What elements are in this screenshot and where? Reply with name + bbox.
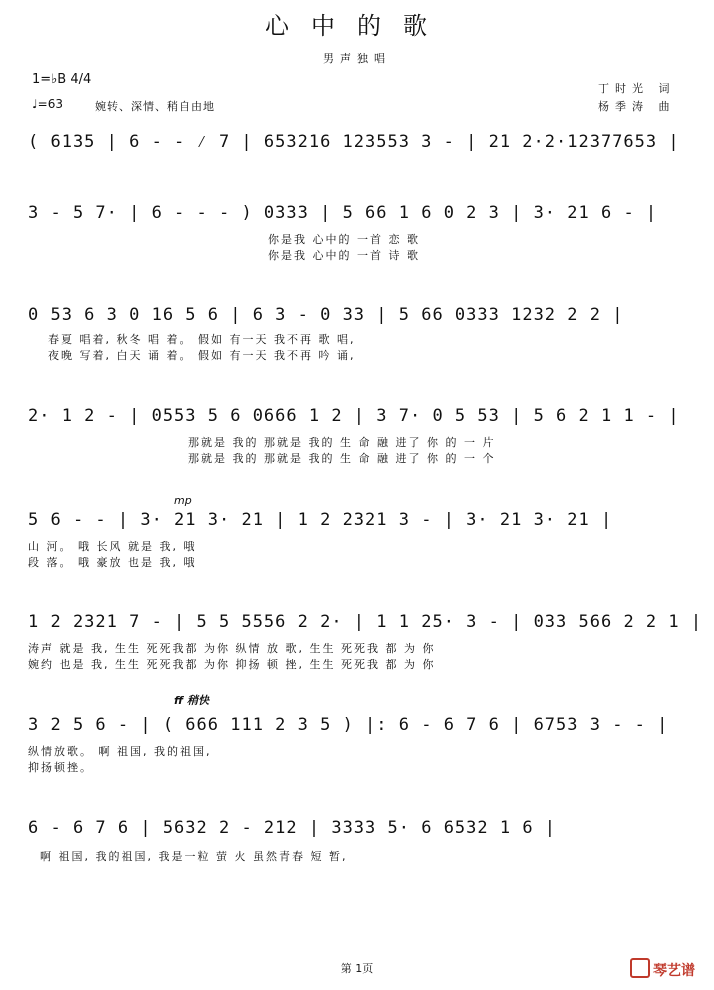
- tempo-marking: ♩=63: [32, 97, 63, 111]
- key-signature: 1=♭B 4/4: [32, 72, 92, 87]
- lyric-verse-1: 啊 祖国, 我的祖国, 我是一粒 萤 火 虽然青春 短 暂,: [40, 850, 348, 863]
- score-row-8: [28, 818, 692, 878]
- expression-marking: 婉转、深情、稍自由地: [95, 100, 215, 113]
- notation-line: 6 - 6 7 6 | 5632 2 - 212 | 3333 5· 6 6532 1 6 |: [28, 818, 557, 838]
- notation-line: 2· 1 2 - | 0553 5 6 0666 1 2 | 3 7· 0 5 53 | 5 6 2 1 1 - |: [28, 406, 680, 426]
- lyric-verse-2: 你是我 心中的 一首 诗 歌: [268, 249, 420, 262]
- lyric-verse-1: 春夏 唱着, 秋冬 唱 着。 假如 有一天 我不再 歌 唱,: [48, 333, 356, 346]
- score-row-7: [28, 715, 692, 775]
- lyric-verse-2: 婉约 也是 我, 生生 死死我都 为你 抑扬 顿 挫, 生生 死死我 都 为 你: [28, 658, 436, 671]
- notation-line: 0 53 6 3 0 16 5 6 | 6 3 - 0 33 | 5 66 0333 1232 2 2 |: [28, 305, 624, 325]
- logo-icon: [630, 958, 650, 978]
- composer-credit: 杨季涛 曲: [598, 100, 676, 113]
- score-row-2: [28, 203, 692, 263]
- page-number: 第 1页: [340, 962, 374, 975]
- notation-line: 3 2 5 6 - | ( 666 111 2 3 5 ) |: 6 - 6 7 6 | 6753 3 - - |: [28, 715, 669, 735]
- lyric-verse-1: 你是我 心中的 一首 恋 歌: [268, 233, 420, 246]
- dynamic-ff: ff 稍快: [174, 694, 209, 707]
- lyric-verse-2: 段 落。 哦 豪放 也是 我, 哦: [28, 556, 197, 569]
- lyric-verse-2: 那就是 我的 那就是 我的 生 命 融 进了 你 的 一 个: [188, 452, 496, 465]
- score-row-6: [28, 612, 703, 672]
- score-row-1: [28, 132, 692, 172]
- dynamic-mp: mp: [174, 494, 192, 507]
- lyric-verse-2: 抑扬顿挫。: [28, 761, 93, 774]
- score-row-5: [28, 510, 692, 570]
- song-title: 心中的歌: [265, 12, 449, 40]
- song-subtitle: 男声独唱: [323, 52, 391, 65]
- lyricist-credit: 丁时光 词: [598, 82, 676, 95]
- logo-text: 琴艺谱: [653, 963, 695, 979]
- lyric-verse-1: 纵情放歌。 啊 祖国, 我的祖国,: [28, 745, 212, 758]
- score-row-3: [28, 305, 692, 365]
- notation-line: 3 - 5 7· | 6 - - - ) 0333 | 5 66 1 6 0 2 3 | 3· 21 6 - |: [28, 203, 658, 223]
- notation-line: 5 6 - - | 3· 21 3· 21 | 1 2 2321 3 - | 3· 21 3· 21 |: [28, 510, 613, 530]
- notation-line: ( 6135 | 6 - - ⁄ 7 | 653216 123553 3 - | 21 2·2·12377653 |: [28, 132, 680, 152]
- score-row-4: [28, 406, 692, 466]
- lyric-verse-1: 那就是 我的 那就是 我的 生 命 融 进了 你 的 一 片: [188, 436, 496, 449]
- lyric-verse-1: 山 河。 哦 长风 就是 我, 哦: [28, 540, 197, 553]
- site-logo: [630, 958, 695, 980]
- lyric-verse-2: 夜晚 写着, 白天 诵 着。 假如 有一天 我不再 吟 诵,: [48, 349, 356, 362]
- lyric-verse-1: 涛声 就是 我, 生生 死死我都 为你 纵情 放 歌, 生生 死死我 都 为 你: [28, 642, 436, 655]
- notation-line: 1 2 2321 7 - | 5 5 5556 2 2· | 1 1 25· 3 - | 033 566 2 2 1 |: [28, 612, 703, 632]
